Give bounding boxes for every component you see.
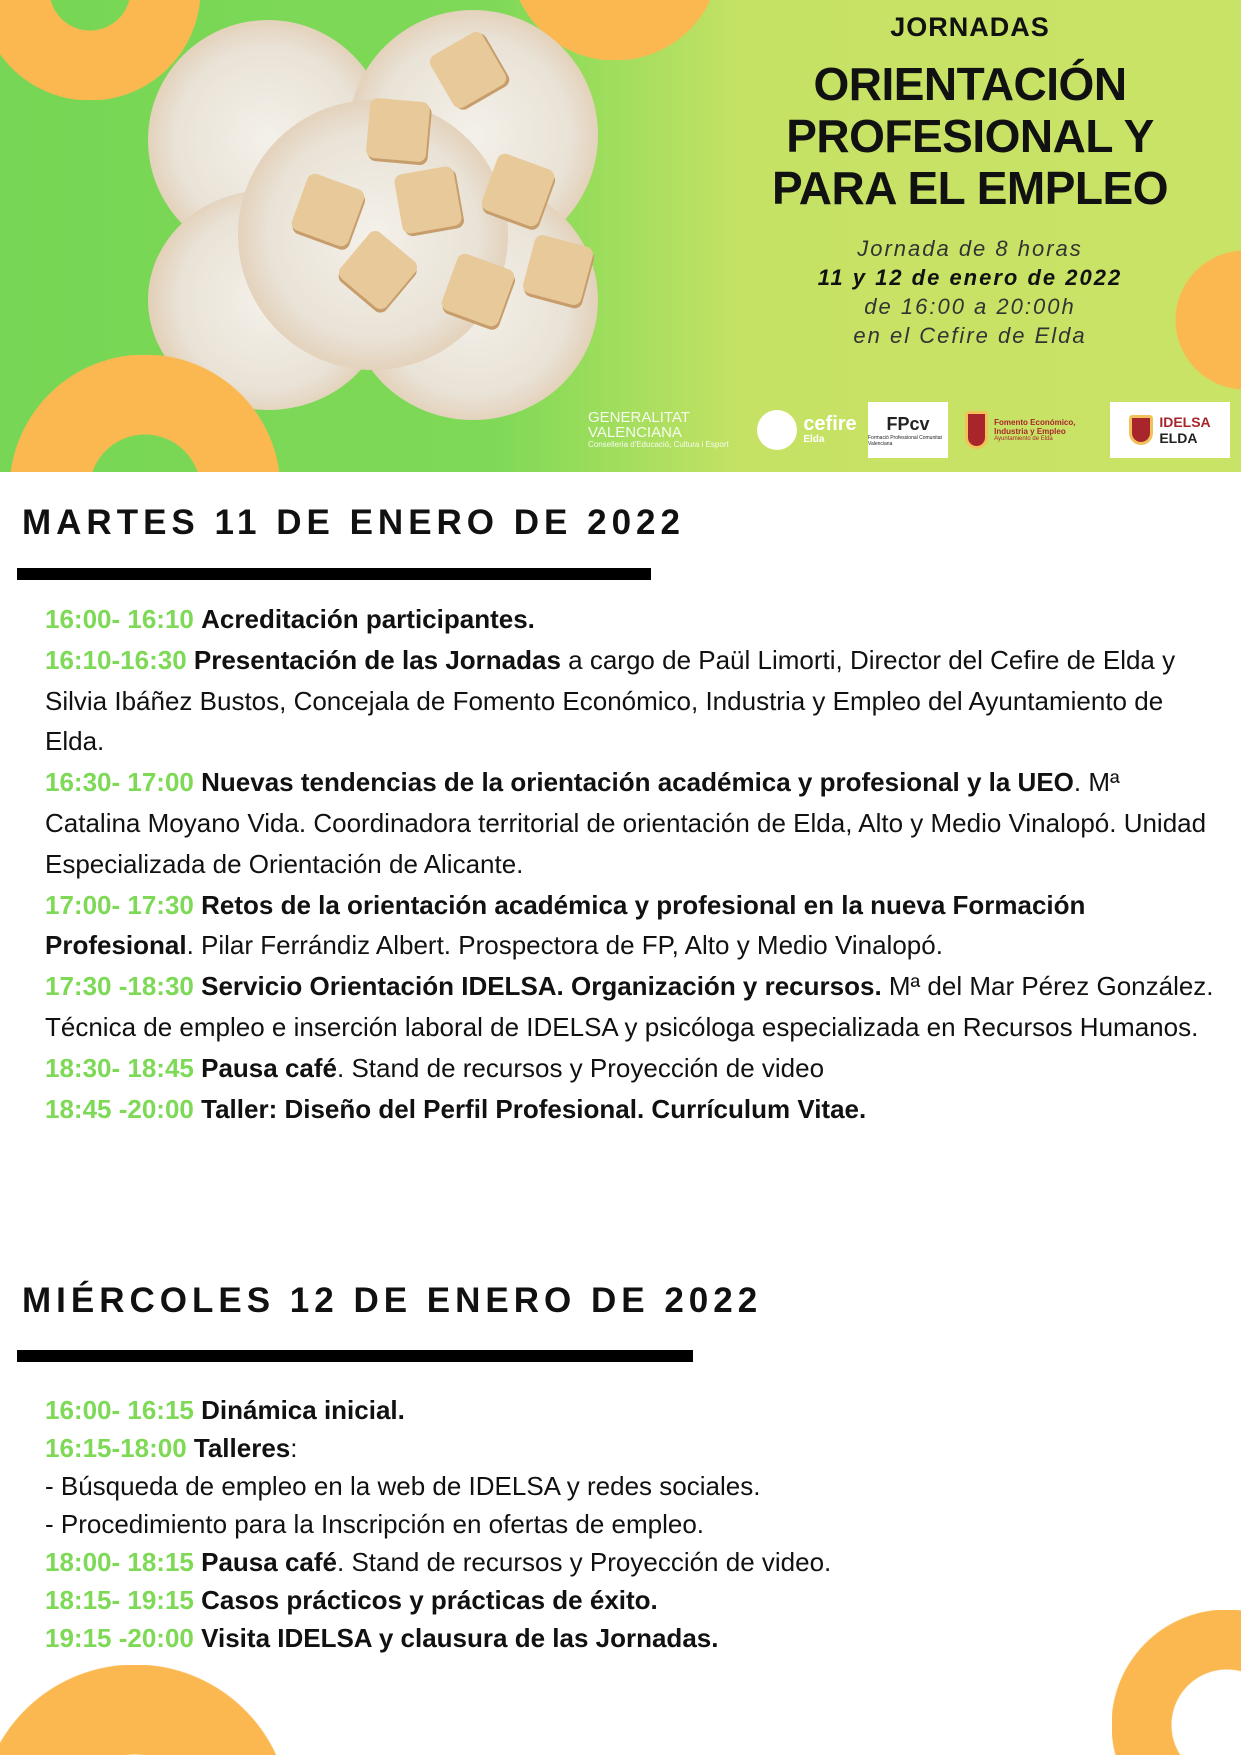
- schedule-title: Pausa café: [201, 1052, 337, 1083]
- event-hours: de 16:00 a 20:00h: [864, 294, 1076, 319]
- schedule-item: [45, 1429, 1220, 1467]
- cefire-name: cefire: [803, 413, 857, 435]
- schedule-title: Taller: Diseño del Perfil Profesional. Currículum Vitae.: [201, 1093, 867, 1124]
- schedule-item: [45, 1089, 1220, 1130]
- schedule-title: Servicio Orientación IDELSA. Organización y recursos.: [201, 971, 882, 1002]
- schedule-title: Casos prácticos y prácticas de éxito.: [201, 1585, 658, 1615]
- event-info: [740, 234, 1200, 350]
- title-line: PROFESIONAL Y: [786, 110, 1154, 162]
- schedule-item: [45, 1619, 1220, 1657]
- schedule-text: a cargo de Paül Limorti, Director del Cefire de Elda y Silvia Ibáñez Bustos, Concejala de Fomento Económico, Industria y Empleo del Ayuntamiento de Elda.: [45, 644, 1176, 757]
- decor-ring-bottom-left: [10, 355, 280, 472]
- fomento-name: Fomento Económico, Industria y Empleo: [994, 418, 1076, 436]
- day1-divider: [17, 568, 651, 580]
- day2-schedule: [45, 1391, 1220, 1657]
- day1-heading: MARTES 11 DE ENERO DE 2022: [22, 503, 685, 542]
- schedule-title: Retos de la orientación académica y profesional en la nueva Formación Profesional: [45, 889, 1086, 961]
- schedule-item: [45, 1467, 1220, 1505]
- schedule-item: [45, 1505, 1220, 1543]
- event-place: en el Cefire de Elda: [853, 323, 1087, 348]
- elda-shield-icon: [1129, 415, 1153, 445]
- cefire-icon: [757, 410, 797, 450]
- schedule-title: Nuevas tendencias de la orientación académica y profesional y la UEO: [201, 767, 1074, 798]
- event-dates: 11 y 12 de enero de 2022: [817, 265, 1123, 290]
- fpcv-logo: [868, 402, 948, 458]
- event-title: [740, 58, 1200, 214]
- schedule-item: [45, 599, 1220, 640]
- day2-divider: [17, 1350, 693, 1362]
- schedule-item: [45, 1581, 1220, 1619]
- schedule-title: Visita IDELSA y clausura de las Jornadas.: [201, 1623, 719, 1653]
- schedule-time: 17:30 -18:30: [45, 971, 194, 1002]
- cefire-sub: Elda: [803, 434, 825, 445]
- schedule-item: [45, 1543, 1220, 1581]
- schedule-item: [45, 885, 1220, 967]
- schedule-title: Acreditación participantes.: [201, 604, 535, 634]
- schedule-title: Talleres: [193, 1433, 291, 1463]
- schedule-time: 16:00- 16:10: [45, 604, 194, 634]
- schedule-text: - Procedimiento para la Inscripción en ofertas de empleo.: [45, 1509, 705, 1539]
- schedule-time: 16:15-18:00: [45, 1433, 187, 1463]
- schedule-item: [45, 762, 1220, 884]
- event-duration: Jornada de 8 horas: [857, 236, 1083, 261]
- schedule-time: 16:10-16:30: [45, 644, 187, 675]
- generalitat-sub: Conselleria d'Educació, Cultura i Esport: [588, 440, 729, 449]
- event-banner: [0, 0, 1241, 472]
- fpcv-name: FPcv: [886, 413, 930, 434]
- generalitat-logo: [588, 402, 738, 458]
- schedule-time: 19:15 -20:00: [45, 1623, 194, 1653]
- elda-shield-icon: [965, 411, 988, 449]
- fomento-sub: Ayuntamiento de Elda: [994, 436, 1053, 442]
- schedule-item: [45, 1048, 1220, 1089]
- schedule-time: 18:30- 18:45: [45, 1052, 194, 1083]
- schedule-title: Presentación de las Jornadas: [193, 644, 561, 675]
- schedule-title: Pausa café: [201, 1547, 337, 1577]
- schedule-text: . Pilar Ferrándiz Albert. Prospectora de FP, Alto y Medio Vinalopó.: [186, 930, 943, 961]
- schedule-text: Mª del Mar Pérez González. Técnica de empleo e inserción laboral de IDELSA y psicóloga especializada en Recursos Humanos.: [45, 971, 1214, 1042]
- decor-ring-bottom-right: [1112, 1610, 1241, 1755]
- generalitat-name: GENERALITAT VALENCIANA: [588, 409, 690, 441]
- schedule-time: 18:45 -20:00: [45, 1093, 194, 1124]
- schedule-time: 18:15- 19:15: [45, 1585, 194, 1615]
- event-kicker: JORNADAS: [890, 12, 1050, 42]
- cefire-logo: [752, 402, 862, 458]
- idelsa-logo: [1110, 402, 1230, 458]
- schedule-item: [45, 640, 1220, 762]
- schedule-text: . Stand de recursos y Proyección de video.: [337, 1547, 832, 1577]
- schedule-time: 17:00- 17:30: [45, 889, 194, 920]
- schedule-time: 18:00- 18:15: [45, 1547, 194, 1577]
- idelsa-name: IDELSA: [1159, 414, 1211, 430]
- title-line: ORIENTACIÓN: [813, 58, 1127, 110]
- title-line: PARA EL EMPLEO: [772, 162, 1168, 214]
- fomento-logo: [965, 402, 1105, 458]
- schedule-text: . Stand de recursos y Proyección de video: [337, 1052, 825, 1083]
- schedule-time: 16:00- 16:15: [45, 1395, 194, 1425]
- decor-ring-bottom-left: [0, 1665, 290, 1755]
- sponsor-logos: [580, 394, 1240, 464]
- fpcv-sub: Formació Professional Comunitat Valenciana: [868, 434, 942, 447]
- schedule-item: [45, 1391, 1220, 1429]
- schedule-time: 16:30- 17:00: [45, 767, 194, 798]
- idelsa-sub: ELDA: [1159, 430, 1198, 446]
- schedule-text: :: [290, 1433, 298, 1463]
- schedule-text: - Búsqueda de empleo en la web de IDELSA y redes sociales.: [45, 1471, 761, 1501]
- day2-heading: MIÉRCOLES 12 DE ENERO DE 2022: [22, 1281, 763, 1320]
- day1-schedule: [45, 599, 1220, 1129]
- schedule-text: . Mª Catalina Moyano Vida. Coordinadora territorial de orientación de Elda, Alto y Medio Vinalopó. Unidad Especializada de Orientación de Alicante.: [45, 767, 1207, 879]
- schedule-title: Dinámica inicial.: [201, 1395, 405, 1425]
- schedule-item: [45, 966, 1220, 1048]
